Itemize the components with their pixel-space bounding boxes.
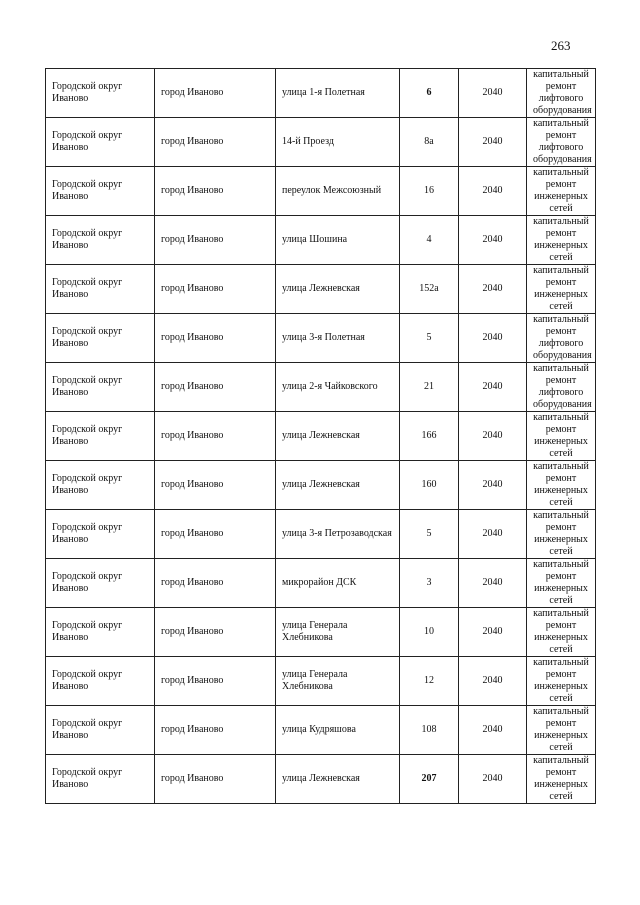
work-type-cell: капитальный ремонт инженерных сетей — [527, 216, 596, 265]
table-row — [46, 118, 596, 167]
house-number-cell: 6 — [400, 69, 459, 118]
house-number-cell: 16 — [400, 167, 459, 216]
house-number-cell: 5 — [400, 314, 459, 363]
settlement-cell: город Иваново — [155, 363, 276, 412]
table-row — [46, 265, 596, 314]
table-row — [46, 608, 596, 657]
street-cell: микрорайон ДСК — [276, 559, 400, 608]
street-cell: улица 1-я Полетная — [276, 69, 400, 118]
work-type-cell: капитальный ремонт инженерных сетей — [527, 167, 596, 216]
house-number-cell: 21 — [400, 363, 459, 412]
municipality-cell: Городской округ Иваново — [46, 167, 155, 216]
table-row — [46, 706, 596, 755]
street-cell: улица 3-я Полетная — [276, 314, 400, 363]
table-row — [46, 755, 596, 804]
settlement-cell: город Иваново — [155, 69, 276, 118]
municipality-cell: Городской округ Иваново — [46, 265, 155, 314]
work-type-cell: капитальный ремонт лифтового оборудования — [527, 118, 596, 167]
settlement-cell: город Иваново — [155, 510, 276, 559]
street-cell: переулок Межсоюзный — [276, 167, 400, 216]
municipality-cell: Городской округ Иваново — [46, 69, 155, 118]
work-type-cell: капитальный ремонт инженерных сетей — [527, 265, 596, 314]
municipality-cell: Городской округ Иваново — [46, 755, 155, 804]
street-cell: улица 3-я Петрозаводская — [276, 510, 400, 559]
table-body — [46, 69, 596, 804]
table-row — [46, 167, 596, 216]
year-cell: 2040 — [459, 118, 527, 167]
settlement-cell: город Иваново — [155, 314, 276, 363]
municipality-cell: Городской округ Иваново — [46, 461, 155, 510]
municipality-cell: Городской округ Иваново — [46, 510, 155, 559]
street-cell: улица 2-я Чайковского — [276, 363, 400, 412]
year-cell: 2040 — [459, 314, 527, 363]
street-cell: улица Лежневская — [276, 265, 400, 314]
settlement-cell: город Иваново — [155, 412, 276, 461]
municipality-cell: Городской округ Иваново — [46, 559, 155, 608]
house-number-cell: 5 — [400, 510, 459, 559]
work-type-cell: капитальный ремонт инженерных сетей — [527, 559, 596, 608]
municipality-cell: Городской округ Иваново — [46, 363, 155, 412]
table-row — [46, 559, 596, 608]
street-cell: улица Лежневская — [276, 461, 400, 510]
work-type-cell: капитальный ремонт инженерных сетей — [527, 510, 596, 559]
street-cell: улица Лежневская — [276, 755, 400, 804]
table-row — [46, 69, 596, 118]
house-number-cell: 160 — [400, 461, 459, 510]
table-row — [46, 216, 596, 265]
year-cell: 2040 — [459, 216, 527, 265]
settlement-cell: город Иваново — [155, 755, 276, 804]
year-cell: 2040 — [459, 167, 527, 216]
settlement-cell: город Иваново — [155, 118, 276, 167]
settlement-cell: город Иваново — [155, 167, 276, 216]
table-row — [46, 657, 596, 706]
work-type-cell: капитальный ремонт инженерных сетей — [527, 755, 596, 804]
house-number-cell: 166 — [400, 412, 459, 461]
street-cell: улица Лежневская — [276, 412, 400, 461]
settlement-cell: город Иваново — [155, 461, 276, 510]
housing-repair-table — [45, 68, 596, 804]
work-type-cell: капитальный ремонт инженерных сетей — [527, 461, 596, 510]
municipality-cell: Городской округ Иваново — [46, 314, 155, 363]
settlement-cell: город Иваново — [155, 608, 276, 657]
settlement-cell: город Иваново — [155, 265, 276, 314]
settlement-cell: город Иваново — [155, 559, 276, 608]
work-type-cell: капитальный ремонт лифтового оборудования — [527, 69, 596, 118]
page-number: 263 — [551, 38, 571, 53]
year-cell: 2040 — [459, 559, 527, 608]
year-cell: 2040 — [459, 510, 527, 559]
house-number-cell: 10 — [400, 608, 459, 657]
year-cell: 2040 — [459, 755, 527, 804]
year-cell: 2040 — [459, 412, 527, 461]
municipality-cell: Городской округ Иваново — [46, 216, 155, 265]
year-cell: 2040 — [459, 265, 527, 314]
house-number-cell: 4 — [400, 216, 459, 265]
street-cell: улица Генерала Хлебникова — [276, 608, 400, 657]
year-cell: 2040 — [459, 69, 527, 118]
table-row — [46, 363, 596, 412]
table-row — [46, 314, 596, 363]
work-type-cell: капитальный ремонт инженерных сетей — [527, 412, 596, 461]
work-type-cell: капитальный ремонт инженерных сетей — [527, 657, 596, 706]
year-cell: 2040 — [459, 657, 527, 706]
house-number-cell: 152а — [400, 265, 459, 314]
house-number-cell: 12 — [400, 657, 459, 706]
year-cell: 2040 — [459, 461, 527, 510]
house-number-cell: 108 — [400, 706, 459, 755]
street-cell: улица Кудряшова — [276, 706, 400, 755]
table-row — [46, 412, 596, 461]
work-type-cell: капитальный ремонт инженерных сетей — [527, 706, 596, 755]
municipality-cell: Городской округ Иваново — [46, 657, 155, 706]
settlement-cell: город Иваново — [155, 216, 276, 265]
house-number-cell: 207 — [400, 755, 459, 804]
street-cell: 14-й Проезд — [276, 118, 400, 167]
street-cell: улица Генерала Хлебникова — [276, 657, 400, 706]
year-cell: 2040 — [459, 706, 527, 755]
work-type-cell: капитальный ремонт лифтового оборудования — [527, 314, 596, 363]
municipality-cell: Городской округ Иваново — [46, 608, 155, 657]
table-row — [46, 510, 596, 559]
work-type-cell: капитальный ремонт инженерных сетей — [527, 608, 596, 657]
municipality-cell: Городской округ Иваново — [46, 706, 155, 755]
house-number-cell: 3 — [400, 559, 459, 608]
year-cell: 2040 — [459, 363, 527, 412]
municipality-cell: Городской округ Иваново — [46, 118, 155, 167]
street-cell: улица Шошина — [276, 216, 400, 265]
table-row — [46, 461, 596, 510]
settlement-cell: город Иваново — [155, 706, 276, 755]
year-cell: 2040 — [459, 608, 527, 657]
municipality-cell: Городской округ Иваново — [46, 412, 155, 461]
work-type-cell: капитальный ремонт лифтового оборудования — [527, 363, 596, 412]
house-number-cell: 8а — [400, 118, 459, 167]
settlement-cell: город Иваново — [155, 657, 276, 706]
